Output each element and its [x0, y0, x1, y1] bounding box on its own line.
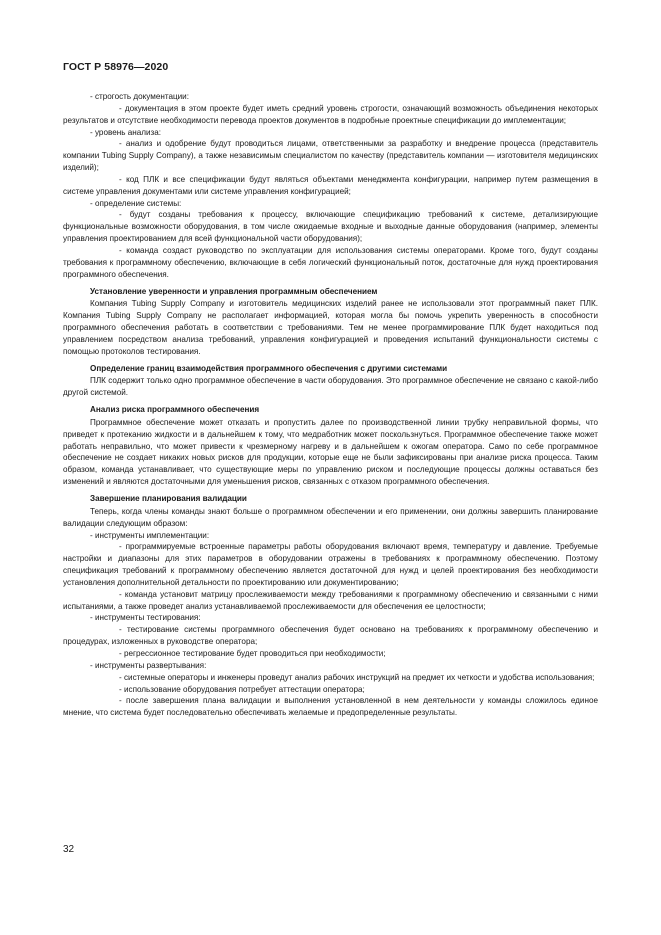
paragraph: - тестирование системы программного обеспечения будет основано на требованиях к программному обеспечению и процедурах, изложенных в руководстве оператора;: [63, 625, 598, 647]
standard-header: ГОСТ Р 58976—2020: [63, 61, 169, 73]
paragraph: - документация в этом проекте будет иметь средний уровень строгости, означающий возможность объединения некоторых результатов и отсутствие необходимости перевода проектов документов в подробные проектные спецификации до имплементации;: [63, 103, 598, 125]
paragraph: Программное обеспечение может отказать и пропустить далее по производственной линии трубку неправильной формы, что приведет к протеканию жидкости и в дальнейшем к тому, что медработник может поскользнуться. Программное обеспечение также может работать неправильно, что может привести к чрезмерному нагреву и в дальнейшем к ожогам оператора. Само по себе программное обеспечение не создает никаких новых рисков для продукции, которые еще не были зафиксированы при анализе риска процесса. Таким образом, команда устанавливает, что существующие меры по управлению риском и последующие процессы должны оставаться без изменений и являются достаточными для уменьшения рисков, связанных с отказом программного обеспечения.: [63, 417, 598, 487]
paragraph: - определение системы:: [90, 198, 182, 208]
paragraph: - код ПЛК и все спецификации будут являться объектами менеджмента конфигурации, например путем размещения в системе управления документами или системе управления конфигурацией;: [63, 174, 598, 196]
paragraph: - инструменты развертывания:: [90, 660, 207, 670]
document-body: [63, 91, 598, 719]
section-heading: Установление уверенности и управления программным обеспечением: [90, 286, 378, 296]
paragraph: - использование оборудования потребует аттестации оператора;: [119, 684, 365, 694]
paragraph: - регрессионное тестирование будет проводиться при необходимости;: [119, 648, 386, 658]
paragraph: Теперь, когда члены команды знают больше о программном обеспечении и его применении, они должны завершить планирование валидации следующим образом:: [63, 506, 598, 528]
paragraph: - будут созданы требования к процессу, включающие спецификацию требований к системе, детализирующие функциональные возможности оборудования, в том числе ожидаемые входные и выходные данные оборудования (например, элементы управления проектированием для всей функциональной части оборудования);: [63, 210, 598, 244]
paragraph: - уровень анализа:: [90, 127, 161, 137]
paragraph: - инструменты имплементации:: [90, 530, 210, 540]
section-heading: Завершение планирования валидации: [90, 494, 247, 503]
paragraph: ПЛК содержит только одно программное обеспечение в части оборудования. Это программное обеспечение не связано с какой-либо другой системой.: [63, 376, 598, 398]
paragraph: - строгость документации:: [90, 92, 189, 101]
paragraph: - инструменты тестирования:: [90, 613, 201, 623]
paragraph: Компания Tubing Supply Company и изготовитель медицинских изделий ранее не использовали этот программный пакет ПЛК. Компания Tubing Supply Company не располагает информацией, которая могла бы помочь укрепить уверенность в способности программного обеспечения работать в соответствии с требованиями. Тем не менее программирование ПЛК будет находиться под управлением посредством анализа требований, управления конфигурацией и проведения испытаний функциональности системы с помощью протоколов тестирования.: [63, 299, 598, 356]
section-heading: Анализ риска программного обеспечения: [90, 405, 260, 415]
paragraph: - команда создаст руководство по эксплуатации для использования системы операторами. Кроме того, будут созданы требования к программному обеспечению, включающие в себя логический функциональный поток, достаточные для нужд проектирования программного обеспечения.: [63, 245, 598, 279]
section-heading: Определение границ взаимодействия программного обеспечения с другими системами: [90, 363, 448, 373]
paragraph: - системные операторы и инженеры проведут анализ рабочих инструкций на предмет их четкости и удобства использования;: [119, 672, 595, 682]
paragraph: - программируемые встроенные параметры работы оборудования включают время, температуру и давление. Требуемые настройки и диапазоны для этих параметров в оборудовании отражены в требованиях к программному обеспечению. Поэтому спецификация требований к программному обеспечению является достаточной для нужд и целей проектирования без необходимости установления дополнительной детальности по проектированию или документированию;: [63, 542, 598, 587]
page-number: 32: [63, 844, 75, 855]
paragraph: - анализ и одобрение будут проводиться лицами, ответственными за разработку и внедрение процесса (представитель компании Tubing Supply Company), а также независимым специалистом по качеству (представитель компании — изготовителя медицинских изделий);: [63, 139, 598, 173]
paragraph: - после завершения плана валидации и выполнения установленной в нем деятельности у команды сложилось единое мнение, что система будет последовательно обеспечивать желаемые и предопределенные результаты.: [63, 696, 598, 718]
paragraph: - команда установит матрицу прослеживаемости между требованиями к программному обеспечению и связанными с ними испытаниями, а также проведет анализ устанавливаемой прослеживаемости для обеспечения ее целостности;: [63, 589, 598, 611]
